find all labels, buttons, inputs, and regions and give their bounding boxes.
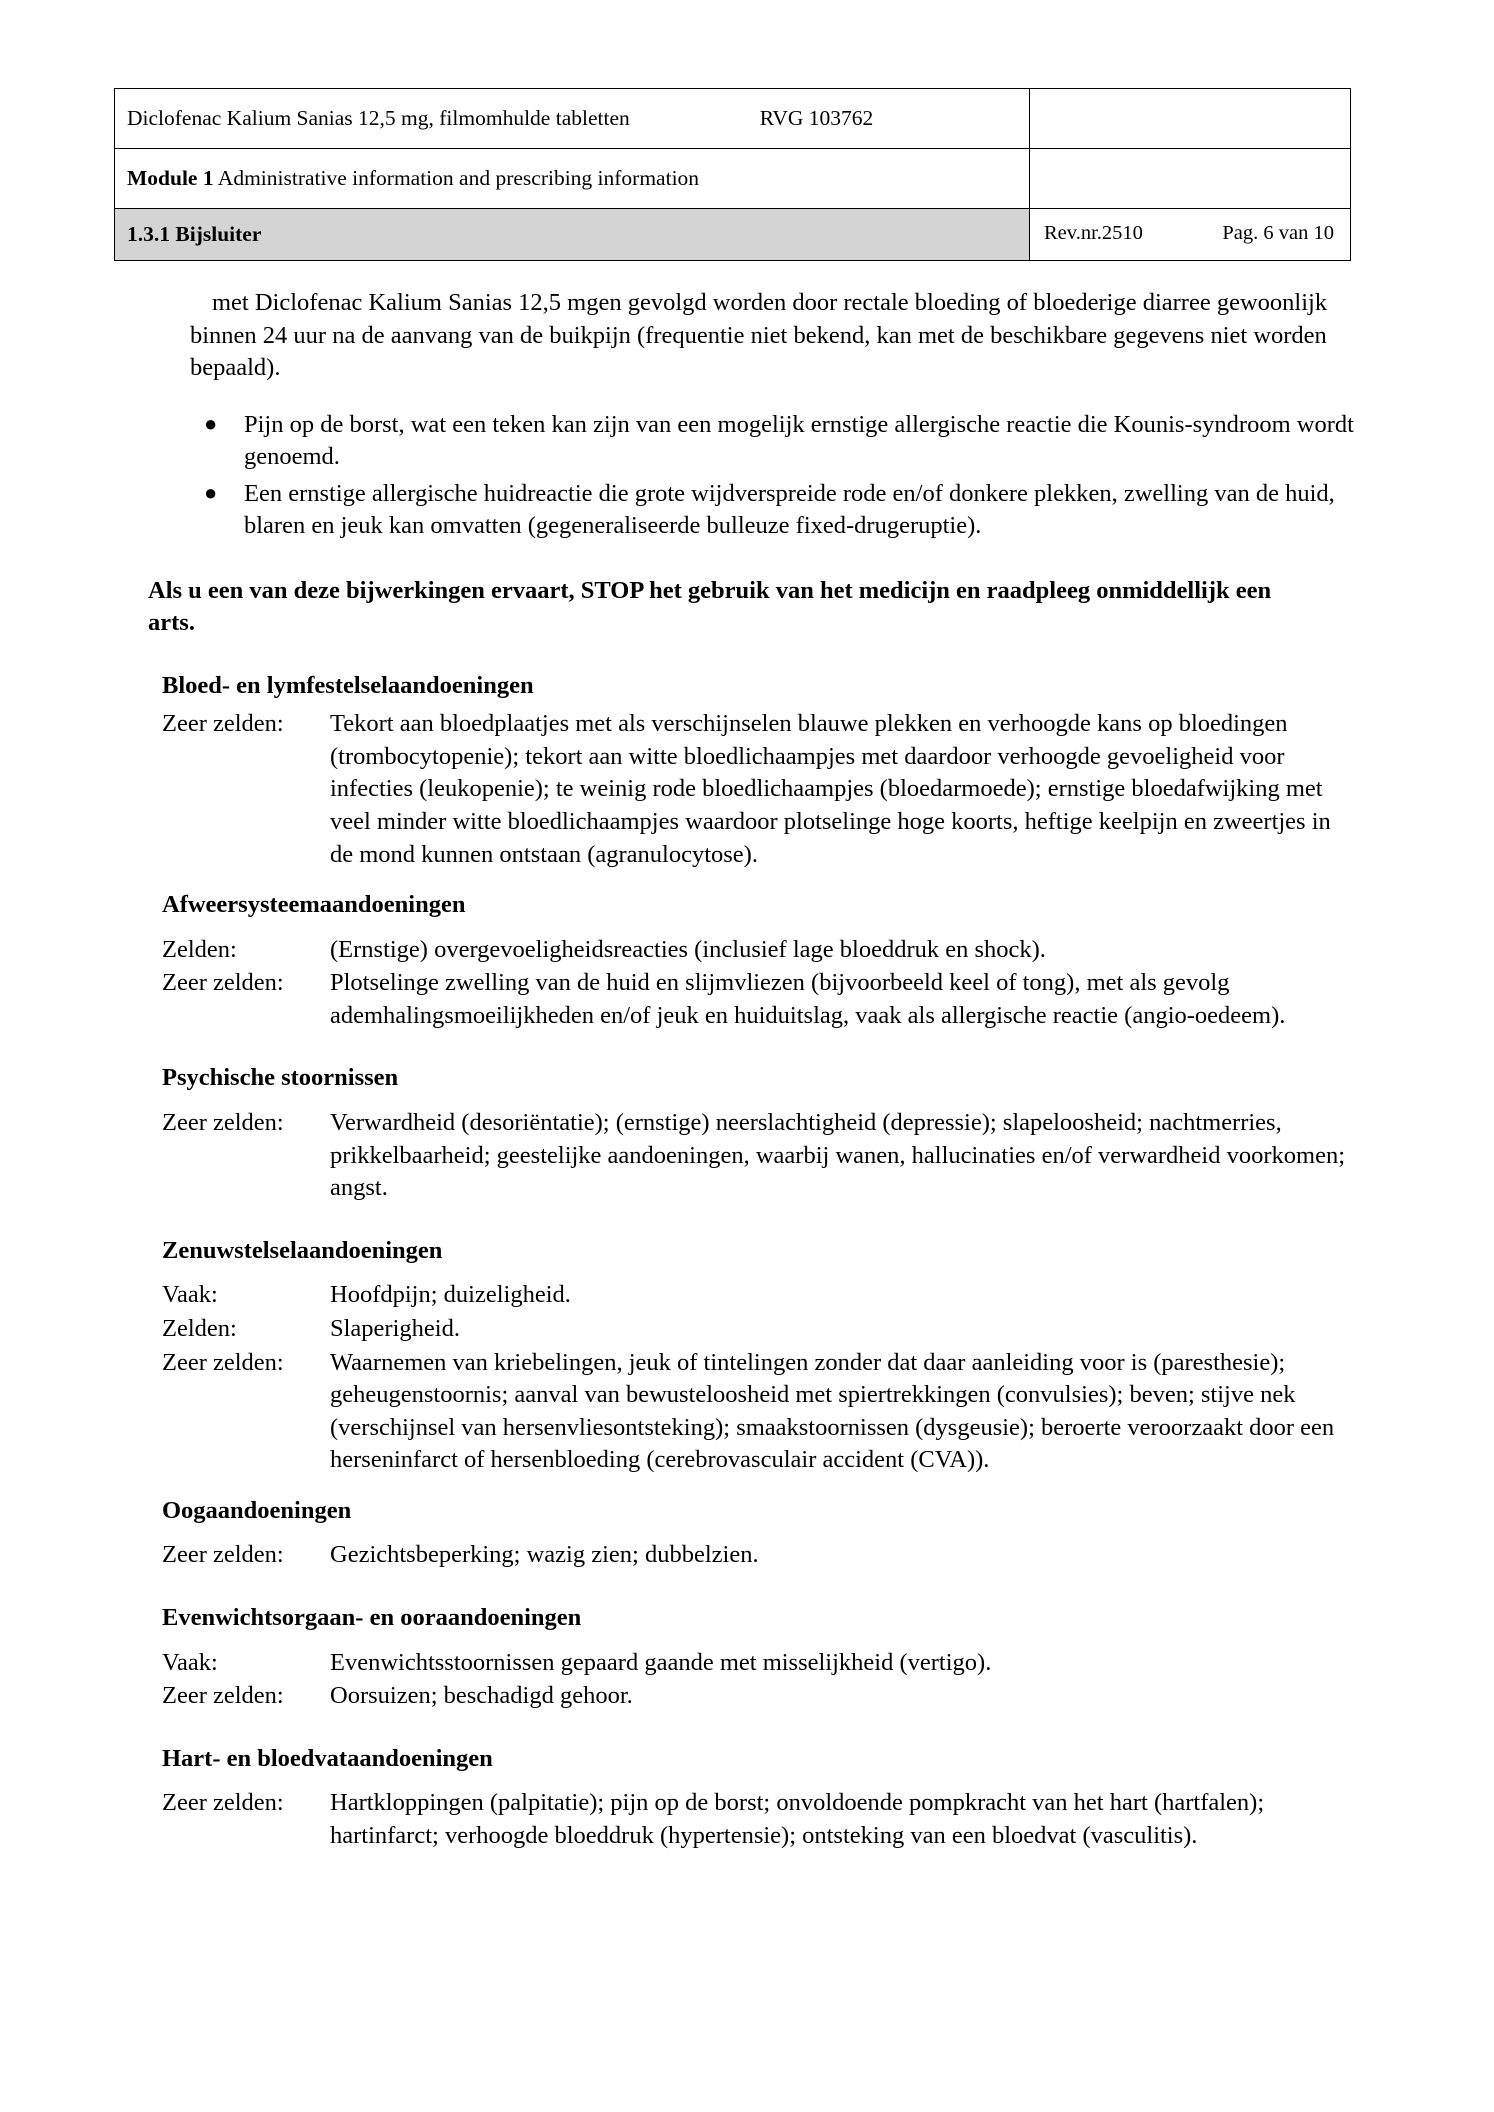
frequency-description: Oorsuizen; beschadigd gehoor. (330, 1682, 633, 1710)
section-heading: Evenwichtsorgaan- en ooraandoeningen (162, 1604, 582, 1631)
frequency-description: Tekort aan bloedplaatjes met als verschijnselen blauwe plekken en verhoogde kans op bloedingen (trombocytopenie); tekort aan witte bloedlichaampjes met daardoor verhoogde gevoeligheid voor infecties (leukopenie); te weinig rode bloedlichaampjes (bloedarmoede); ernstige bloedafwijking met veel minder witte bloedlichaampjes waardoor plotselinge hoge koorts, heftige keelpijn en zweertjes in de mond kunnen ontstaan (agranulocytose). (330, 710, 1331, 868)
document-header-table (114, 88, 1351, 261)
header-row-product (115, 89, 1351, 149)
frequency-label: Vaak: (162, 1648, 218, 1676)
section-number-title: 1.3.1 Bijsluiter (115, 209, 1030, 261)
section-afweersysteemaandoeningen (162, 889, 1382, 1032)
page-number: Pag. 6 van 10 (1222, 222, 1334, 245)
frequency-description: Hoofdpijn; duizeligheid. (330, 1281, 571, 1309)
section-heading: Bloed- en lymfestelselaandoeningen (162, 671, 534, 699)
section-heading: Oogaandoeningen (162, 1496, 352, 1524)
frequency-label: Zeer zelden: (162, 1348, 284, 1376)
frequency-row (162, 708, 1382, 871)
frequency-row (162, 1539, 1382, 1572)
module-description: Administrative information and prescribing information (213, 165, 700, 190)
frequency-row (162, 1279, 1382, 1312)
frequency-description: Slaperigheid. (330, 1314, 460, 1342)
frequency-label: Zeer zelden: (162, 969, 284, 997)
section-hart-en-bloedvataandoeningen (162, 1743, 1382, 1853)
frequency-label: Zelden: (162, 1314, 237, 1342)
frequency-row (162, 1347, 1382, 1477)
list-item (196, 478, 1372, 543)
header-cell-side-blank-2 (1030, 149, 1351, 209)
rvg-code: RVG 103762 (759, 105, 874, 130)
frequency-row (162, 934, 1382, 967)
frequency-label: Zeer zelden: (162, 1109, 284, 1137)
section-bloed-en-lymfestelselaandoeningen (162, 670, 1382, 871)
header-row-module (115, 149, 1351, 209)
frequency-row (162, 1680, 1382, 1713)
revision-number: Rev.nr.2510 (1044, 222, 1143, 245)
frequency-row (162, 967, 1382, 1032)
frequency-label: Zeer zelden: (162, 1789, 284, 1817)
section-heading: Afweersysteemaandoeningen (162, 891, 466, 919)
frequency-row (162, 1787, 1382, 1852)
frequency-description: Gezichtsbeperking; wazig zien; dubbelzien. (330, 1541, 759, 1569)
header-cell-revision (1030, 209, 1351, 261)
frequency-description: Evenwichtsstoornissen gepaard gaande met misselijkheid (vertigo). (330, 1648, 992, 1676)
frequency-description: Plotselinge zwelling van de huid en slijmvliezen (bijvoorbeeld keel of tong), met als gevolg ademhalingsmoeilijkheden en/of jeuk en huiduitslag, vaak als allergische reactie (angio-oedeem). (330, 969, 1286, 1029)
product-title: Diclofenac Kalium Sanias 12,5 mg, filmomhulde tabletten (127, 105, 630, 130)
frequency-label: Zeer zelden: (162, 1541, 284, 1569)
bullet-icon: ● (204, 410, 218, 436)
section-oogaandoeningen (162, 1495, 1382, 1572)
frequency-row (162, 1647, 1382, 1680)
module-label: Module 1 (127, 165, 214, 190)
frequency-label: Zeer zelden: (162, 1682, 284, 1710)
frequency-label: Zelden: (162, 935, 237, 963)
frequency-row (162, 1313, 1382, 1346)
frequency-description: Hartkloppingen (palpitatie); pijn op de borst; onvoldoende pompkracht van het hart (hartfalen); hartinfarct; verhoogde bloeddruk (hypertensie); ontsteking van een bloedvat (vasculitis). (330, 1789, 1265, 1849)
header-cell-product (115, 89, 1030, 149)
header-cell-module (115, 149, 1030, 209)
frequency-description: (Ernstige) overgevoeligheidsreacties (inclusief lage bloeddruk en shock). (330, 935, 1046, 963)
list-item (196, 409, 1372, 474)
section-evenwichtsorgaan-en-ooraandoeningen (162, 1602, 1382, 1713)
header-cell-side-blank-1 (1030, 89, 1351, 149)
intro-paragraph: met Diclofenac Kalium Sanias 12,5 mgen gevolgd worden door rectale bloeding of bloederige diarree gewoonlijk binnen 24 uur na de aanvang van de buikpijn (frequentie niet bekend, kan met de beschikbare gegevens niet worden bepaald). (190, 289, 1328, 382)
frequency-description: Verwardheid (desoriëntatie); (ernstige) neerslachtigheid (depressie); slapeloosheid; nachtmerries, prikkelbaarheid; geestelijke aandoeningen, waarbij wanen, hallucinaties en/of verwardheid voorkomen; angst. (330, 1109, 1346, 1202)
section-psychische-stoornissen (162, 1062, 1382, 1204)
section-heading: Psychische stoornissen (162, 1064, 399, 1092)
bullet-icon: ● (204, 479, 218, 505)
stop-use-warning: Als u een van deze bijwerkingen ervaart, STOP het gebruik van het medicijn en raadpleeg onmiddellijk een arts. (148, 577, 1272, 637)
section-heading: Hart- en bloedvataandoeningen (162, 1744, 493, 1772)
frequency-label: Vaak: (162, 1281, 218, 1309)
bullet-text: Pijn op de borst, wat een teken kan zijn van een mogelijk ernstige allergische reactie die Kounis-syndroom wordt genoemd. (244, 410, 1354, 471)
frequency-label: Zeer zelden: (162, 710, 284, 738)
warning-bullet-list (148, 409, 1382, 543)
section-zenuwstelselaandoeningen (162, 1235, 1382, 1477)
frequency-description: Waarnemen van kriebelingen, jeuk of tintelingen zonder dat daar aanleiding voor is (paresthesie); geheugenstoornis; aanval van bewusteloosheid met spiertrekkingen (convulsies); beven; stijve nek (verschijnsel van hersenvliesontsteking); smaakstoornissen (dysgeusie); beroerte veroorzaakt door een herseninfarct of hersenbloeding (cerebrovasculair accident (CVA)). (330, 1348, 1335, 1474)
section-heading: Zenuwstelselaandoeningen (162, 1236, 443, 1264)
header-row-section (115, 209, 1351, 261)
bullet-text: Een ernstige allergische huidreactie die grote wijdverspreide rode en/of donkere plekken, zwelling van de huid, blaren en jeuk kan omvatten (gegeneraliseerde bulleuze fixed-drugeruptie). (244, 479, 1335, 540)
document-body (148, 287, 1382, 1852)
frequency-row (162, 1107, 1382, 1205)
